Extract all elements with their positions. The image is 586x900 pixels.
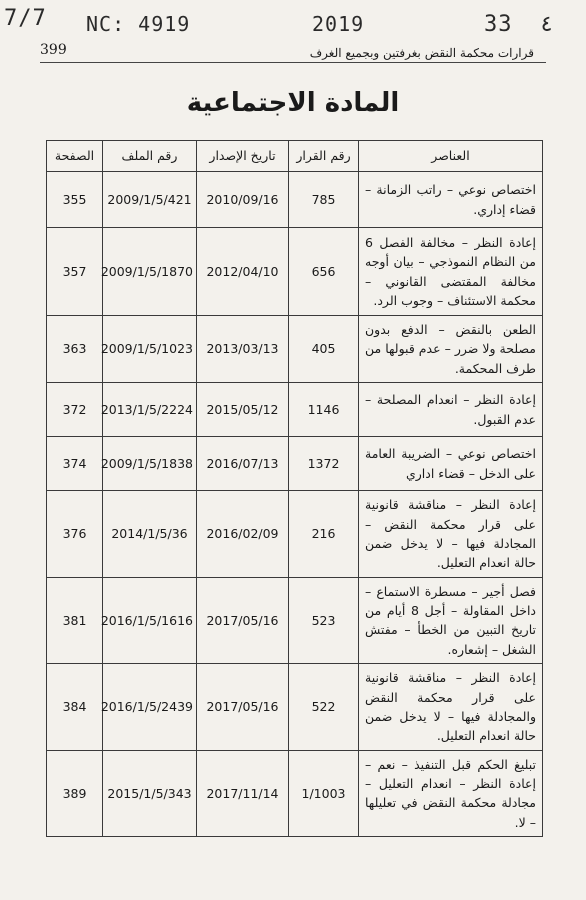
cell-page: 372 xyxy=(47,383,103,437)
cell-issue-date: 2017/05/16 xyxy=(197,664,289,751)
handwritten-fraction: 7/7 xyxy=(4,6,47,31)
table-row xyxy=(47,437,543,491)
cell-page: 363 xyxy=(47,316,103,383)
cell-decision-number: 1372 xyxy=(289,437,359,491)
cell-file-number: 2015/1/5/343 xyxy=(103,750,197,837)
cell-decision-number: 1146 xyxy=(289,383,359,437)
cell-issue-date: 2012/04/10 xyxy=(197,228,289,316)
cell-decision-number: 785 xyxy=(289,172,359,228)
cell-page: 384 xyxy=(47,664,103,751)
handwritten-mark: ٤ xyxy=(540,12,554,37)
cell-decision-number: 656 xyxy=(289,228,359,316)
cell-elements: الطعن بالنقض – الدفع بدون مصلحة ولا ضرر – عدم قبولها من طرف المحكمة. xyxy=(359,316,543,383)
cell-page: 357 xyxy=(47,228,103,316)
cell-file-number: 2013/1/5/2224 xyxy=(103,383,197,437)
running-header: قرارات محكمة النقض بغرفتين وبجميع الغرف xyxy=(309,46,534,60)
table-row xyxy=(47,664,543,751)
cell-issue-date: 2010/09/16 xyxy=(197,172,289,228)
cell-decision-number: 522 xyxy=(289,664,359,751)
table-row xyxy=(47,172,543,228)
cell-file-number: 2009/1/5/421 xyxy=(103,172,197,228)
cell-decision-number: 216 xyxy=(289,491,359,578)
cell-page: 376 xyxy=(47,491,103,578)
cell-elements: إعادة النظر – مخالفة الفصل 6 من النظام النموذجي – بيان أوجه مخالفة المقتضى القانوني – محكمة الاستئناف – وجوب الرد. xyxy=(359,228,543,316)
cell-elements: إعادة النظر – مناقشة قانونية على قرار محكمة النقض – المجادلة فيها – لا يدخل ضمن حالة انعدام التعليل. xyxy=(359,491,543,578)
cell-issue-date: 2015/05/12 xyxy=(197,383,289,437)
cell-page: 374 xyxy=(47,437,103,491)
column-header-file: رقم الملف xyxy=(103,141,197,172)
cell-issue-date: 2017/05/16 xyxy=(197,577,289,664)
table-row xyxy=(47,316,543,383)
column-header-decision: رقم القرار xyxy=(289,141,359,172)
page-number: 399 xyxy=(40,42,67,58)
cell-elements: اختصاص نوعي – الضريبة العامة على الدخل – قضاء اداري xyxy=(359,437,543,491)
handwritten-year: 2019 xyxy=(312,12,365,36)
column-header-elements: العناصر xyxy=(359,141,543,172)
cell-page: 381 xyxy=(47,577,103,664)
cell-file-number: 2009/1/5/1838 xyxy=(103,437,197,491)
cell-elements: فصل أجير – مسطرة الاستماع – داخل المقاولة – أجل 8 أيام من تاريخ التبين من الخطأ – مفتش الشغل – إشعاره. xyxy=(359,577,543,664)
table-row xyxy=(47,491,543,578)
header-rule xyxy=(40,62,546,63)
column-header-date: تاريخ الإصدار xyxy=(197,141,289,172)
cell-issue-date: 2013/03/13 xyxy=(197,316,289,383)
cell-decision-number: 523 xyxy=(289,577,359,664)
handwritten-reference: NC: 4919 xyxy=(86,12,191,36)
cell-elements: اختصاص نوعي – راتب الزمانة – قضاء إداري. xyxy=(359,172,543,228)
table-header-row xyxy=(47,141,543,172)
cell-decision-number: 405 xyxy=(289,316,359,383)
cell-file-number: 2009/1/5/1870 xyxy=(103,228,197,316)
cell-file-number: 2014/1/5/36 xyxy=(103,491,197,578)
cell-decision-number: 1/1003 xyxy=(289,750,359,837)
table-row xyxy=(47,383,543,437)
cell-page: 355 xyxy=(47,172,103,228)
cell-issue-date: 2016/07/13 xyxy=(197,437,289,491)
cell-elements: إعادة النظر – مناقشة قانونية على قرار محكمة النقض والمجادلة فيها – لا يدخل ضمن حالة انعدام التعليل. xyxy=(359,664,543,751)
handwritten-number: 33 xyxy=(484,12,513,37)
section-title: المادة الاجتماعية xyxy=(186,88,400,118)
cell-elements: تبليغ الحكم قبل التنفيذ – نعم – إعادة النظر – انعدام التعليل – مجادلة محكمة النقض في تعليلها – لا. xyxy=(359,750,543,837)
cell-elements: إعادة النظر – انعدام المصلحة – عدم القبول. xyxy=(359,383,543,437)
cell-issue-date: 2016/02/09 xyxy=(197,491,289,578)
table-row xyxy=(47,228,543,316)
cell-file-number: 2016/1/5/1616 xyxy=(103,577,197,664)
column-header-page: الصفحة xyxy=(47,141,103,172)
cell-file-number: 2016/1/5/2439 xyxy=(103,664,197,751)
table-row xyxy=(47,577,543,664)
index-table xyxy=(46,140,543,837)
cell-file-number: 2009/1/5/1023 xyxy=(103,316,197,383)
cell-page: 389 xyxy=(47,750,103,837)
cell-issue-date: 2017/11/14 xyxy=(197,750,289,837)
table-row xyxy=(47,750,543,837)
